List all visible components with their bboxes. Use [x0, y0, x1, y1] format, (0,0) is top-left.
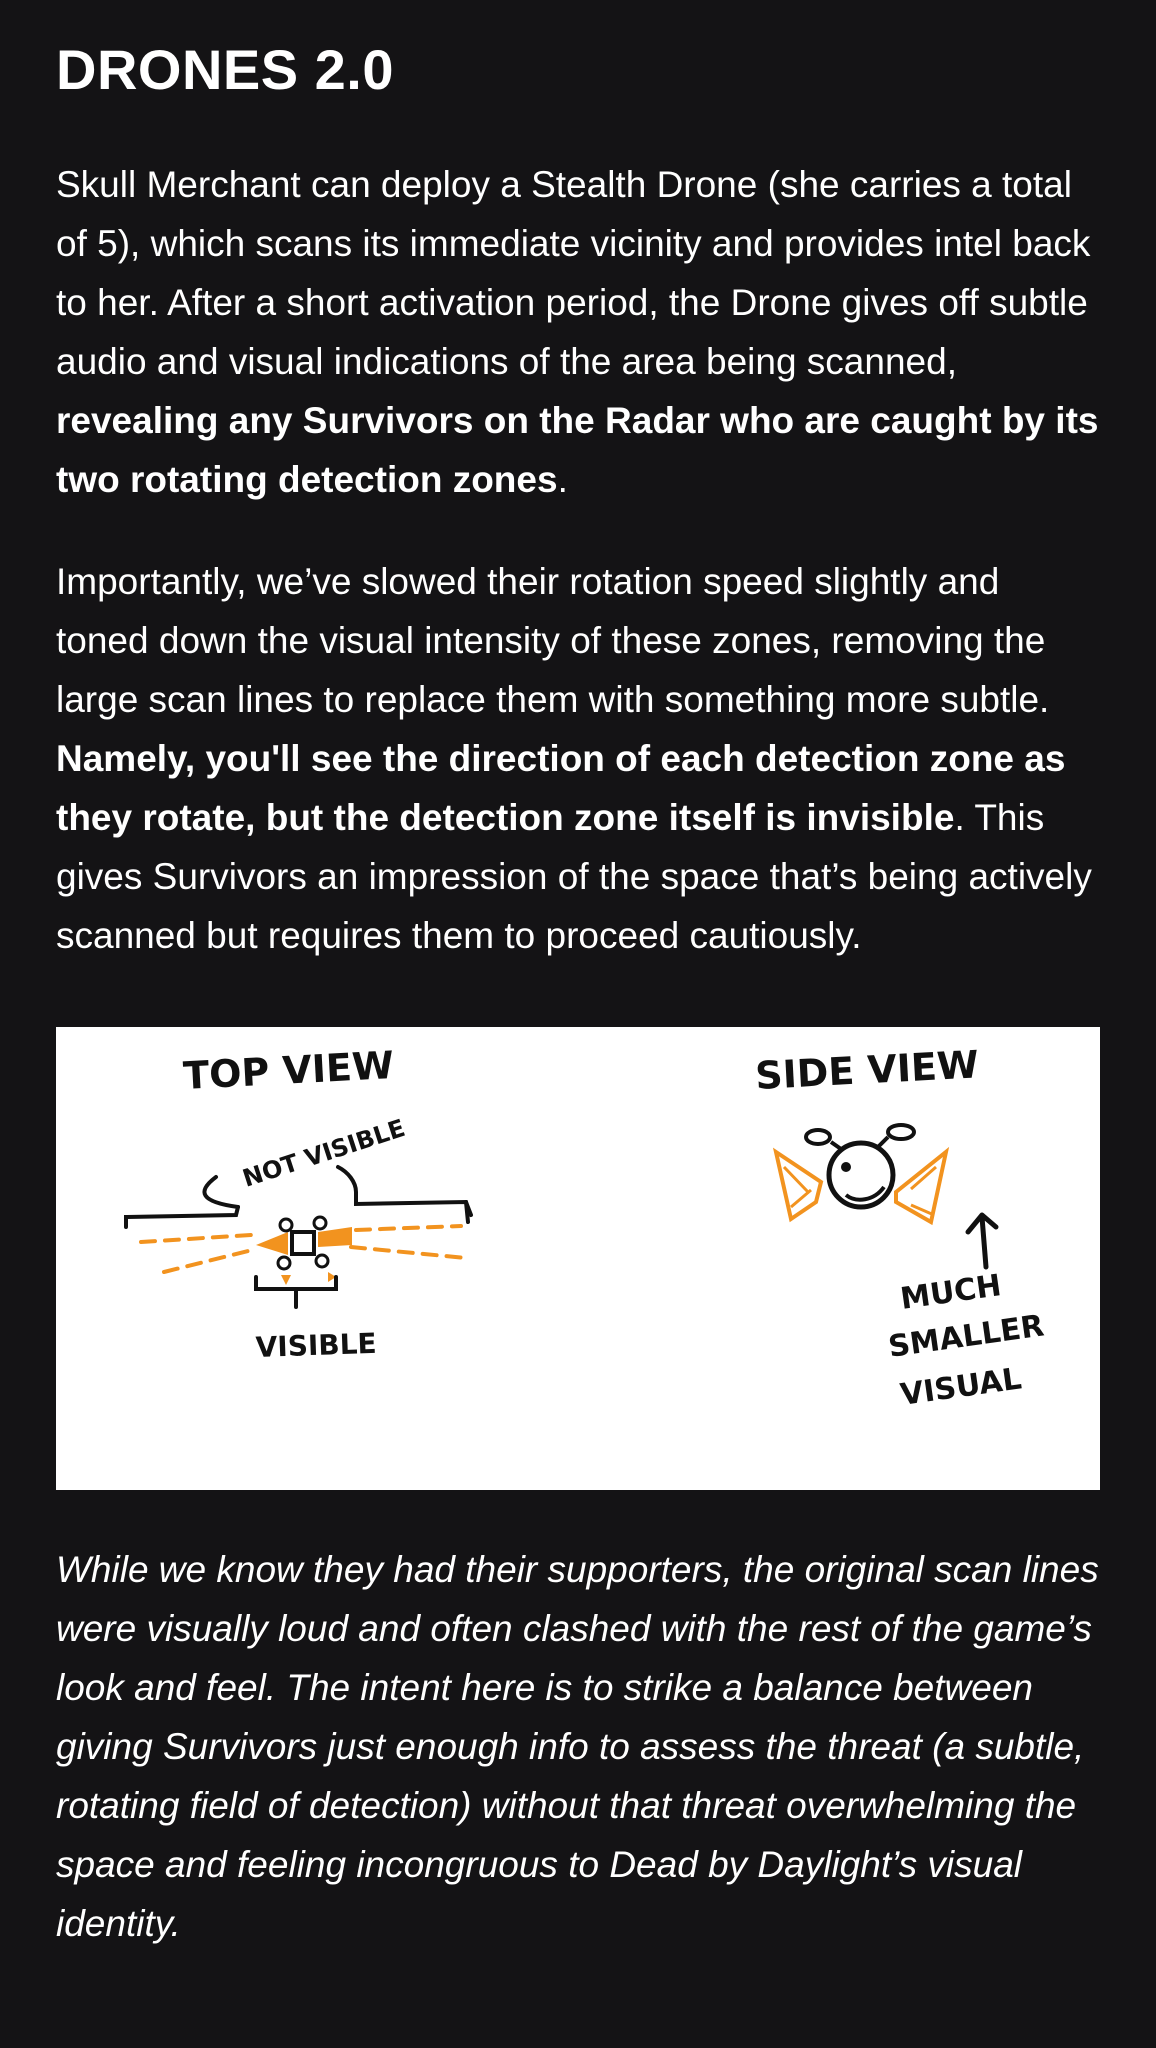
drone-top-view-icon [256, 1217, 352, 1285]
arrow-up-icon [968, 1215, 996, 1267]
paragraph-bold-text: Namely, you'll see the direction of each detection zone as they rotate, but the detection zone itself is invisible [56, 738, 1066, 838]
drone-side-view-icon [776, 1125, 946, 1222]
paragraph-tail: . This gives Survivors an impression of the space that’s being actively scanned but requires them to proceed cautiously. [56, 797, 1092, 956]
drone-sketch [56, 1027, 1100, 1490]
side-view-label: SIDE VIEW [754, 1042, 980, 1098]
paragraph-design-intent: While we know they had their supporters, the original scan lines were visually loud and often clashed with the rest of the game’s look and feel. The intent here is to strike a balance between giving Survivors just enough info to assess the threat (a subtle, rotating field of detection) without that threat overwhelming the space and feeling incongruous to Dead by Daylight’s visual identity. [56, 1549, 1099, 1944]
visible-bracket [256, 1277, 336, 1307]
note-line-2: SMALLER [886, 1308, 1047, 1365]
not-visible-label: NOT VISIBLE [239, 1113, 409, 1193]
paragraph-tail: . [557, 459, 568, 500]
article-heading: DRONES 2.0 [56, 38, 394, 101]
article [56, 36, 1100, 1953]
visible-label: VISIBLE [255, 1326, 378, 1364]
drone-sketch-figure [56, 1027, 1100, 1490]
paragraph-drone-deploy [56, 155, 1100, 509]
paragraph-rotation-speed [56, 552, 1100, 965]
note-line-1: MUCH [898, 1268, 1004, 1317]
top-view-label: TOP VIEW [182, 1043, 395, 1098]
paragraph-text: Skull Merchant can deploy a Stealth Drone (she carries a total of 5), which scans its immediate vicinity and provides intel back to her. After a short activation period, the Drone gives off subtle audio and visual indications of the area being scanned, [56, 164, 1091, 382]
note-line-3: VISUAL [898, 1361, 1024, 1413]
paragraph-bold-text: revealing any Survivors on the Radar who are caught by its two rotating detection zones [56, 400, 1099, 500]
paragraph-text: Importantly, we’ve slowed their rotation speed slightly and toned down the visual intensity of these zones, removing the large scan lines to replace them with something more subtle. [56, 561, 1050, 720]
